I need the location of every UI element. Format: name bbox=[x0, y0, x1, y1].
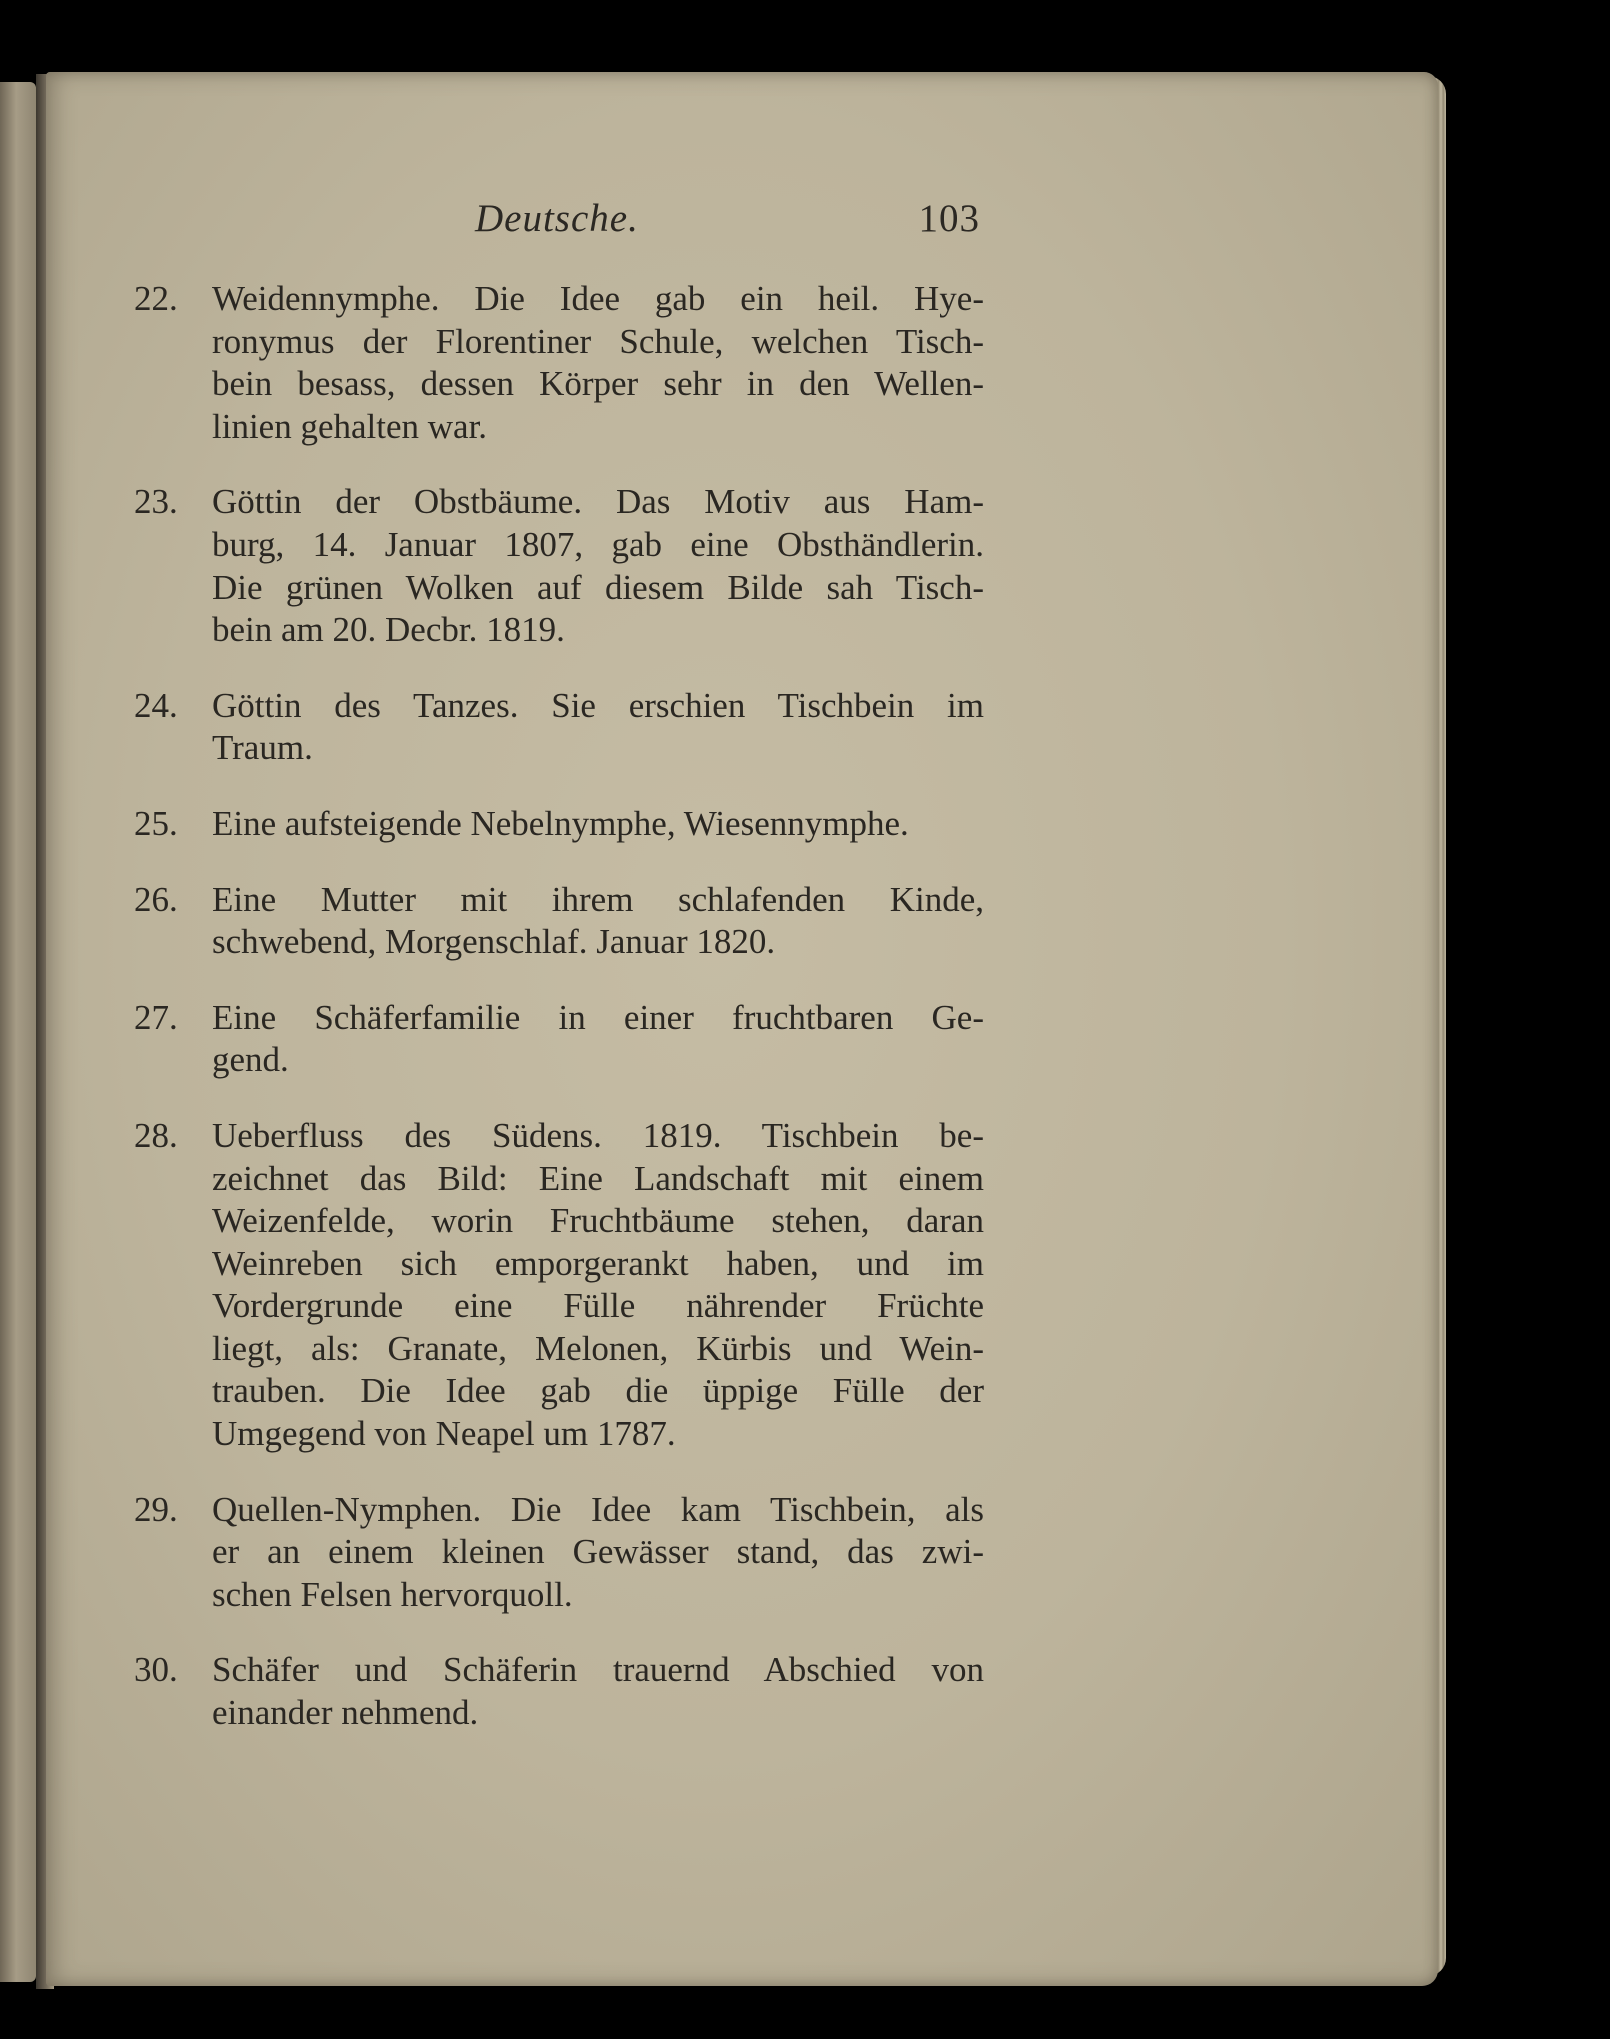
entry-text bbox=[212, 879, 984, 964]
entry-list bbox=[134, 278, 984, 1768]
running-title: Deutsche. bbox=[475, 197, 639, 240]
list-item bbox=[134, 685, 984, 770]
entry-line: bein besass, dessen Körper sehr in den Wellen- bbox=[212, 364, 984, 404]
entry-line: trauben. Die Idee gab die üppige Fülle der bbox=[212, 1371, 984, 1411]
entry-number: 22. bbox=[134, 279, 178, 318]
entry-line: er an einem kleinen Gewässer stand, das zwi- bbox=[212, 1532, 984, 1572]
entry-text bbox=[212, 278, 984, 448]
entry-line: Quellen-Nymphen. Die Idee kam Tischbein, als bbox=[212, 1489, 984, 1529]
left-page-edge bbox=[0, 82, 36, 1982]
entry-number: 28. bbox=[134, 1115, 178, 1155]
list-item bbox=[134, 1115, 984, 1456]
entry-line: bein am 20. Decbr. 1819. bbox=[212, 610, 565, 650]
list-item bbox=[134, 997, 984, 1082]
entry-line: zeichnet das Bild: Eine Landschaft mit einem bbox=[212, 1158, 984, 1198]
entry-line: Schäfer und Schäferin trauernd Abschied von bbox=[212, 1650, 984, 1690]
entry-number: 29. bbox=[134, 1489, 178, 1529]
entry-line: Traum. bbox=[212, 728, 313, 768]
list-item bbox=[134, 481, 984, 651]
entry-text bbox=[212, 997, 984, 1082]
entry-line: linien gehalten war. bbox=[212, 406, 488, 446]
entry-number: 27. bbox=[134, 997, 178, 1037]
entry-line: Eine aufsteigende Nebelnymphe, Wiesennymphe. bbox=[212, 803, 909, 843]
entry-number: 26. bbox=[134, 879, 178, 919]
entry-line: Göttin der Obstbäume. Das Motiv aus Ham- bbox=[212, 482, 984, 522]
entry-line: schwebend, Morgenschlaf. Januar 1820. bbox=[212, 922, 776, 962]
entry-text bbox=[212, 1649, 984, 1734]
entry-text bbox=[212, 1489, 984, 1617]
entry-line: einander nehmend. bbox=[212, 1693, 479, 1733]
page-number: 103 bbox=[918, 197, 980, 240]
entry-text bbox=[212, 481, 984, 651]
entry-line: Ueberfluss des Südens. 1819. Tischbein be- bbox=[212, 1115, 984, 1155]
list-item bbox=[134, 1649, 984, 1734]
entry-line: Weizenfelde, worin Fruchtbäume stehen, daran bbox=[212, 1201, 984, 1241]
list-item bbox=[134, 278, 984, 448]
entry-line: Eine Mutter mit ihrem schlafenden Kinde, bbox=[212, 879, 984, 919]
entry-line: liegt, als: Granate, Melonen, Kürbis und Wein- bbox=[212, 1328, 984, 1368]
list-item bbox=[134, 803, 984, 846]
entry-line: Göttin des Tanzes. Sie erschien Tischbein im bbox=[212, 685, 984, 725]
entry-line: Eine Schäferfamilie in einer fruchtbaren Ge- bbox=[212, 997, 984, 1037]
entry-line: Die grünen Wolken auf diesem Bilde sah Tisch- bbox=[212, 567, 984, 607]
entry-line: Umgegend von Neapel um 1787. bbox=[212, 1414, 676, 1454]
entry-line: Weinreben sich emporgerankt haben, und im bbox=[212, 1243, 984, 1283]
entry-text bbox=[212, 1115, 984, 1456]
list-item bbox=[134, 879, 984, 964]
entry-number: 30. bbox=[134, 1650, 178, 1690]
page-header bbox=[210, 196, 980, 250]
entry-line: burg, 14. Januar 1807, gab eine Obsthändlerin. bbox=[212, 524, 984, 564]
entry-line: gend. bbox=[212, 1040, 289, 1080]
entry-text bbox=[212, 685, 984, 770]
entry-line: ronymus der Florentiner Schule, welchen Tisch- bbox=[212, 321, 984, 361]
entry-number: 25. bbox=[134, 803, 178, 843]
entry-number: 23. bbox=[134, 482, 178, 522]
entry-number: 24. bbox=[134, 685, 178, 725]
list-item bbox=[134, 1489, 984, 1617]
entry-line: Vordergrunde eine Fülle nährender Früchte bbox=[212, 1286, 984, 1326]
entry-line: schen Felsen hervorquoll. bbox=[212, 1574, 573, 1614]
entry-line: Weidennymphe. Die Idee gab ein heil. Hye- bbox=[212, 279, 984, 318]
entry-text bbox=[212, 803, 984, 846]
